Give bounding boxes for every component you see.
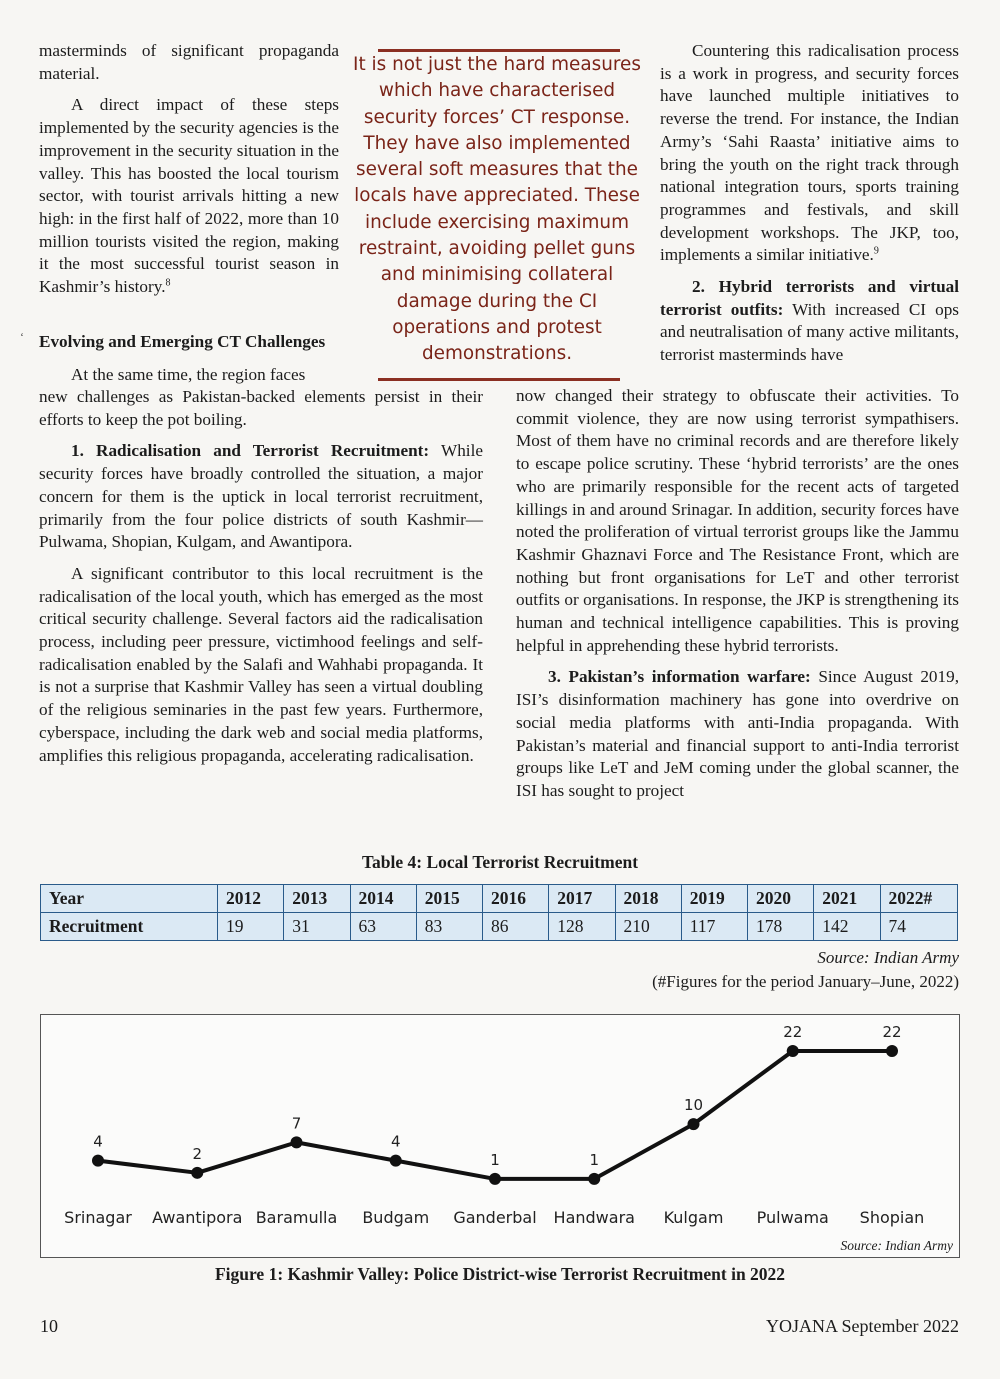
category-label: Kulgam [663, 1208, 724, 1227]
data-point [886, 1045, 898, 1057]
recruitment-table [40, 884, 958, 941]
data-label: 22 [783, 1023, 803, 1041]
pull-quote-bottom-rule [378, 378, 620, 381]
left-column-bottom [39, 386, 483, 776]
table-row [41, 913, 958, 941]
right-paragraph-2-rest: now changed their strategy to obfuscate their activities. To commit violence, they are now using terrorist sympathisers. Most of them have no criminal records and are therefore likely to escape police scrutiny. These ‘hybrid terrorists’ are the ones who are primarily responsible for the recent acts of targeted killings in and around Srinagar. In addition, security forces have noted the proliferation of virtual terrorist groups like the Jammu Kashmir Ghaznavi Force and The Resistance Front, which are nothing but front organisations for LeT and other terrorist outfits or organisations. In response, the JKP is strengthening its human and technical intelligence capabilities. This is proving helpful in apprehending these hybrid terrorists. [516, 386, 959, 655]
category-label: Srinagar [64, 1208, 132, 1227]
table-value-cell: 210 [615, 913, 681, 941]
left-paragraph-5: A significant contributor to this local recruitment is the radicalisation of the local youth, which has emerged as the most critical security challenge. Several factors aid the radicalisation process, including peer pressure, victimhood feelings and self-radicalisation enabled by the Salafi and Wahhabi propaganda. It is not a surprise that Kashmir Valley has seen a virtual doubling of the religious seminaries in the past few years. Furthermore, cyberspace, including the dark web and social media platforms, amplifies this religious propaganda, accelerating radicalisation. [39, 563, 483, 765]
figure-caption: Figure 1: Kashmir Valley: Police District-wise Terrorist Recruitment in 2022 [214, 1264, 786, 1284]
table-value-cell: 19 [218, 913, 284, 941]
district-recruitment-chart [40, 1014, 960, 1258]
data-point [588, 1173, 600, 1185]
table-year-cell: 2021 [814, 885, 880, 913]
table-year-cell: 2019 [681, 885, 747, 913]
table-header-row [41, 885, 958, 913]
left-paragraph-1: masterminds of significant propaganda material. [39, 41, 339, 83]
category-label: Shopian [859, 1208, 925, 1227]
data-point [92, 1155, 104, 1167]
table-year-cell: 2012 [218, 885, 284, 913]
data-label: 1 [589, 1150, 600, 1169]
magazine-footer: YOJANA September 2022 [766, 1316, 959, 1336]
table-year-cell: 2018 [615, 885, 681, 913]
table-value-cell: 83 [416, 913, 482, 941]
table-value-cell: 63 [350, 913, 416, 941]
table-source: Source: Indian Army [817, 948, 959, 967]
table-note: (#Figures for the period January–June, 2022) [652, 972, 959, 991]
category-label: Budgam [362, 1208, 430, 1227]
information-warfare-heading: 3. Pakistan’s information warfare: [548, 667, 811, 687]
table-value-cell: 178 [748, 913, 814, 941]
footnote-ref-9: 9 [873, 245, 879, 257]
right-paragraph-1 [660, 40, 959, 267]
category-label: Handwara [553, 1208, 635, 1227]
data-point [291, 1136, 303, 1148]
left-paragraph-3-start: At the same time, the region faces [71, 365, 306, 384]
left-paragraph-2-text: A direct impact of these steps implemented by the security agencies is the improvement in the security situation in the valley. This has boosted the local tourism sector, with tourist arrivals hitting a new high: in the first half of 2022, more than 10 million tourists visited the region, making it the most successful tourist season in Kashmir’s history. [39, 95, 339, 297]
data-point [390, 1155, 402, 1167]
data-label: 4 [93, 1132, 103, 1151]
chart-source: Source: Indian Army [840, 1238, 953, 1253]
table-value-cell: 142 [814, 913, 880, 941]
data-label: 2 [192, 1144, 203, 1163]
table-year-cell: 2022# [880, 885, 958, 913]
left-column-top [39, 40, 339, 308]
data-point [191, 1167, 203, 1179]
category-label: Baramulla [255, 1208, 338, 1227]
data-label: 4 [390, 1132, 401, 1151]
right-paragraph-3 [516, 666, 959, 802]
right-paragraph-2-top-body: With increased CI ops and neutralisation of many active militants, terrorist masterminds have [660, 299, 959, 365]
right-column-bottom [516, 385, 959, 812]
table-title: Table 4: Local Terrorist Recruitment [361, 852, 639, 872]
table-year-cell: 2013 [284, 885, 350, 913]
footnote-ref-8: 8 [165, 277, 171, 289]
data-point [787, 1045, 799, 1057]
right-paragraph-2-top [660, 276, 959, 367]
table-year-cell: 2017 [549, 885, 615, 913]
chart-svg [41, 1015, 959, 1257]
data-label: 22 [882, 1023, 902, 1041]
table-year-cell: 2014 [350, 885, 416, 913]
page-number: 10 [40, 1316, 58, 1336]
data-point [489, 1173, 501, 1185]
data-label: 1 [490, 1150, 500, 1169]
category-label: Pulwama [756, 1208, 829, 1227]
table-value-cell: 74 [880, 913, 958, 941]
table-value-cell: 31 [284, 913, 350, 941]
right-paragraph-1-text: Countering this radicalisation process is a work in progress, and security forces have launched multiple initiatives to reverse the trend. For instance, the Indian Army’s ‘Sahi Raasta’ initiative aims to bring the youth on the right track through national integration tours, sports training programmes and festivals, and skill development workshops. The JKP, too, implements a similar initiative. [660, 41, 959, 265]
left-paragraph-3-rest: new challenges as Pakistan-backed elements persist in their efforts to keep the pot boiling. [39, 387, 483, 429]
left-paragraph-2 [39, 94, 339, 298]
table-value-cell: 128 [549, 913, 615, 941]
category-label: Ganderbal [453, 1208, 537, 1227]
table-year-cell: 2020 [748, 885, 814, 913]
table-row-label-recruitment: Recruitment [41, 913, 218, 941]
table-year-cell: 2015 [416, 885, 482, 913]
table-row-label-year: Year [41, 885, 218, 913]
hybrid-terrorists-heading: 2. Hybrid terrorists and virtual terrorist outfits: [660, 277, 959, 319]
table-value-cell: 86 [483, 913, 549, 941]
right-column-top [660, 40, 959, 376]
radicalisation-heading: 1. Radicalisation and Terrorist Recruitment: [71, 441, 430, 461]
table-value-cell: 117 [681, 913, 747, 941]
left-paragraph-4-body: While security forces have broadly controlled the situation, a major concern for them is the uptick in local terrorist recruitment, primarily from the four police districts of south Kashmir— Pulwama, Shopian, Kulgam, and Awantipora. [39, 441, 483, 552]
scan-mark: ʻ [20, 330, 24, 344]
table-year-cell: 2016 [483, 885, 549, 913]
left-paragraph-4 [39, 440, 483, 554]
data-label: 7 [291, 1114, 302, 1133]
category-label: Awantipora [152, 1208, 243, 1227]
data-label: 10 [683, 1096, 704, 1115]
pull-quote: It is not just the hard measures which have characterised security forces’ CT response. They have also implemented several soft measures that the locals have appreciated. These include exercising maximum restraint, avoiding pellet guns and minimising collateral damage during the CI operations and protest demonstrations. [353, 54, 641, 365]
data-point [688, 1118, 700, 1130]
section-heading: Evolving and Emerging CT Challenges [39, 332, 326, 351]
right-paragraph-3-body: Since August 2019, ISI’s disinformation machinery has gone into overdrive on social media platforms with anti-India propaganda. With Pakistan’s material and financial support to anti-India terrorist groups like LeT and JeM coming under the global scanner, the ISI has sought to project [516, 667, 960, 800]
